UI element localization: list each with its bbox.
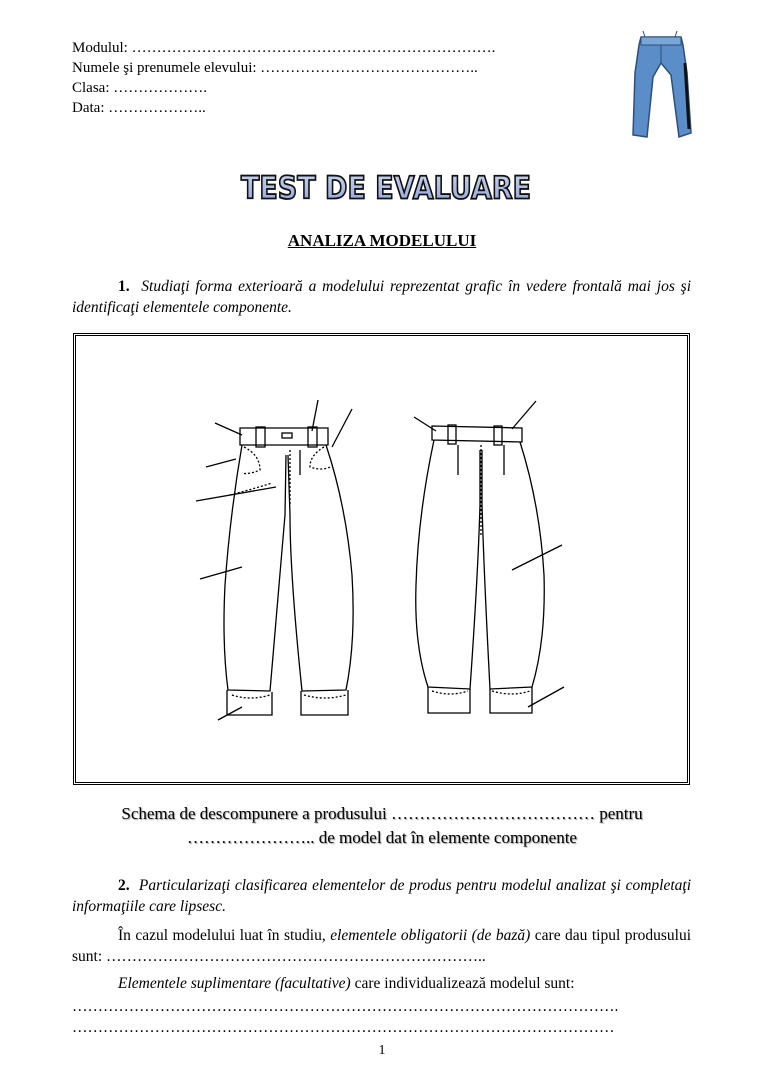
schema-line1-b: pentru bbox=[599, 804, 643, 823]
q2-p2-b: care dau tipul produsului sunt: ……………………………………………………………….. bbox=[72, 927, 692, 965]
page-number: 1 bbox=[378, 1043, 386, 1058]
class-field: Clasa: ………………. bbox=[72, 80, 207, 96]
answer-line-2: …………………………………………………………………………………………… bbox=[72, 1019, 615, 1036]
trousers-drawing bbox=[190, 395, 580, 725]
q2-text: Particularizaţi clasificarea elementelor de produs pentru modelul analizat şi completaţi informaţiile care lipsesc. bbox=[72, 877, 692, 915]
q1-text: Studiaţi forma exterioară a modelului reprezentat grafic în vedere frontală mai jos şi identificaţi elementele componente. bbox=[72, 278, 692, 316]
q2-p2-i: elementele obligatorii (de bază) bbox=[330, 927, 531, 944]
question-1 bbox=[72, 276, 691, 318]
q1-number: 1. bbox=[118, 278, 130, 295]
front-trousers bbox=[196, 400, 353, 720]
q2-p3-b: care individualizează modelul sunt: bbox=[350, 975, 575, 992]
question-2-paragraph-3 bbox=[72, 973, 691, 994]
modul-field: Modulul: ………………………………………………………………. bbox=[72, 40, 496, 56]
schema-line1-a: Schema de descompunere a produsului bbox=[121, 804, 391, 823]
test-title-wordart bbox=[240, 165, 532, 206]
schema-line2-dots: ………………….. bbox=[187, 828, 319, 847]
q2-p3-i: Elementele suplimentare (facultative) bbox=[118, 975, 351, 992]
question-2 bbox=[72, 875, 691, 917]
back-trousers bbox=[414, 401, 564, 713]
q2-number: 2. bbox=[118, 877, 130, 894]
q2-p2-a: În cazul modelului luat în studiu, bbox=[118, 927, 331, 944]
schema-line1-dots: ……………………………… bbox=[390, 804, 600, 823]
title-art-text: TEST DE EVALUARE bbox=[240, 169, 532, 206]
answer-line-1: ……………………………………………………………………………………………. bbox=[72, 998, 619, 1015]
section-title: ANALIZA MODELULUI bbox=[287, 231, 477, 250]
schema-line2-b: de model dat în elemente componente bbox=[318, 828, 577, 847]
schema-caption bbox=[70, 802, 694, 850]
jeans-icon bbox=[625, 33, 697, 143]
question-2-paragraph-2 bbox=[72, 925, 691, 967]
student-name-field: Numele şi prenumele elevului: …………………………………….. bbox=[72, 60, 478, 76]
date-field: Data: ……………….. bbox=[72, 100, 206, 116]
